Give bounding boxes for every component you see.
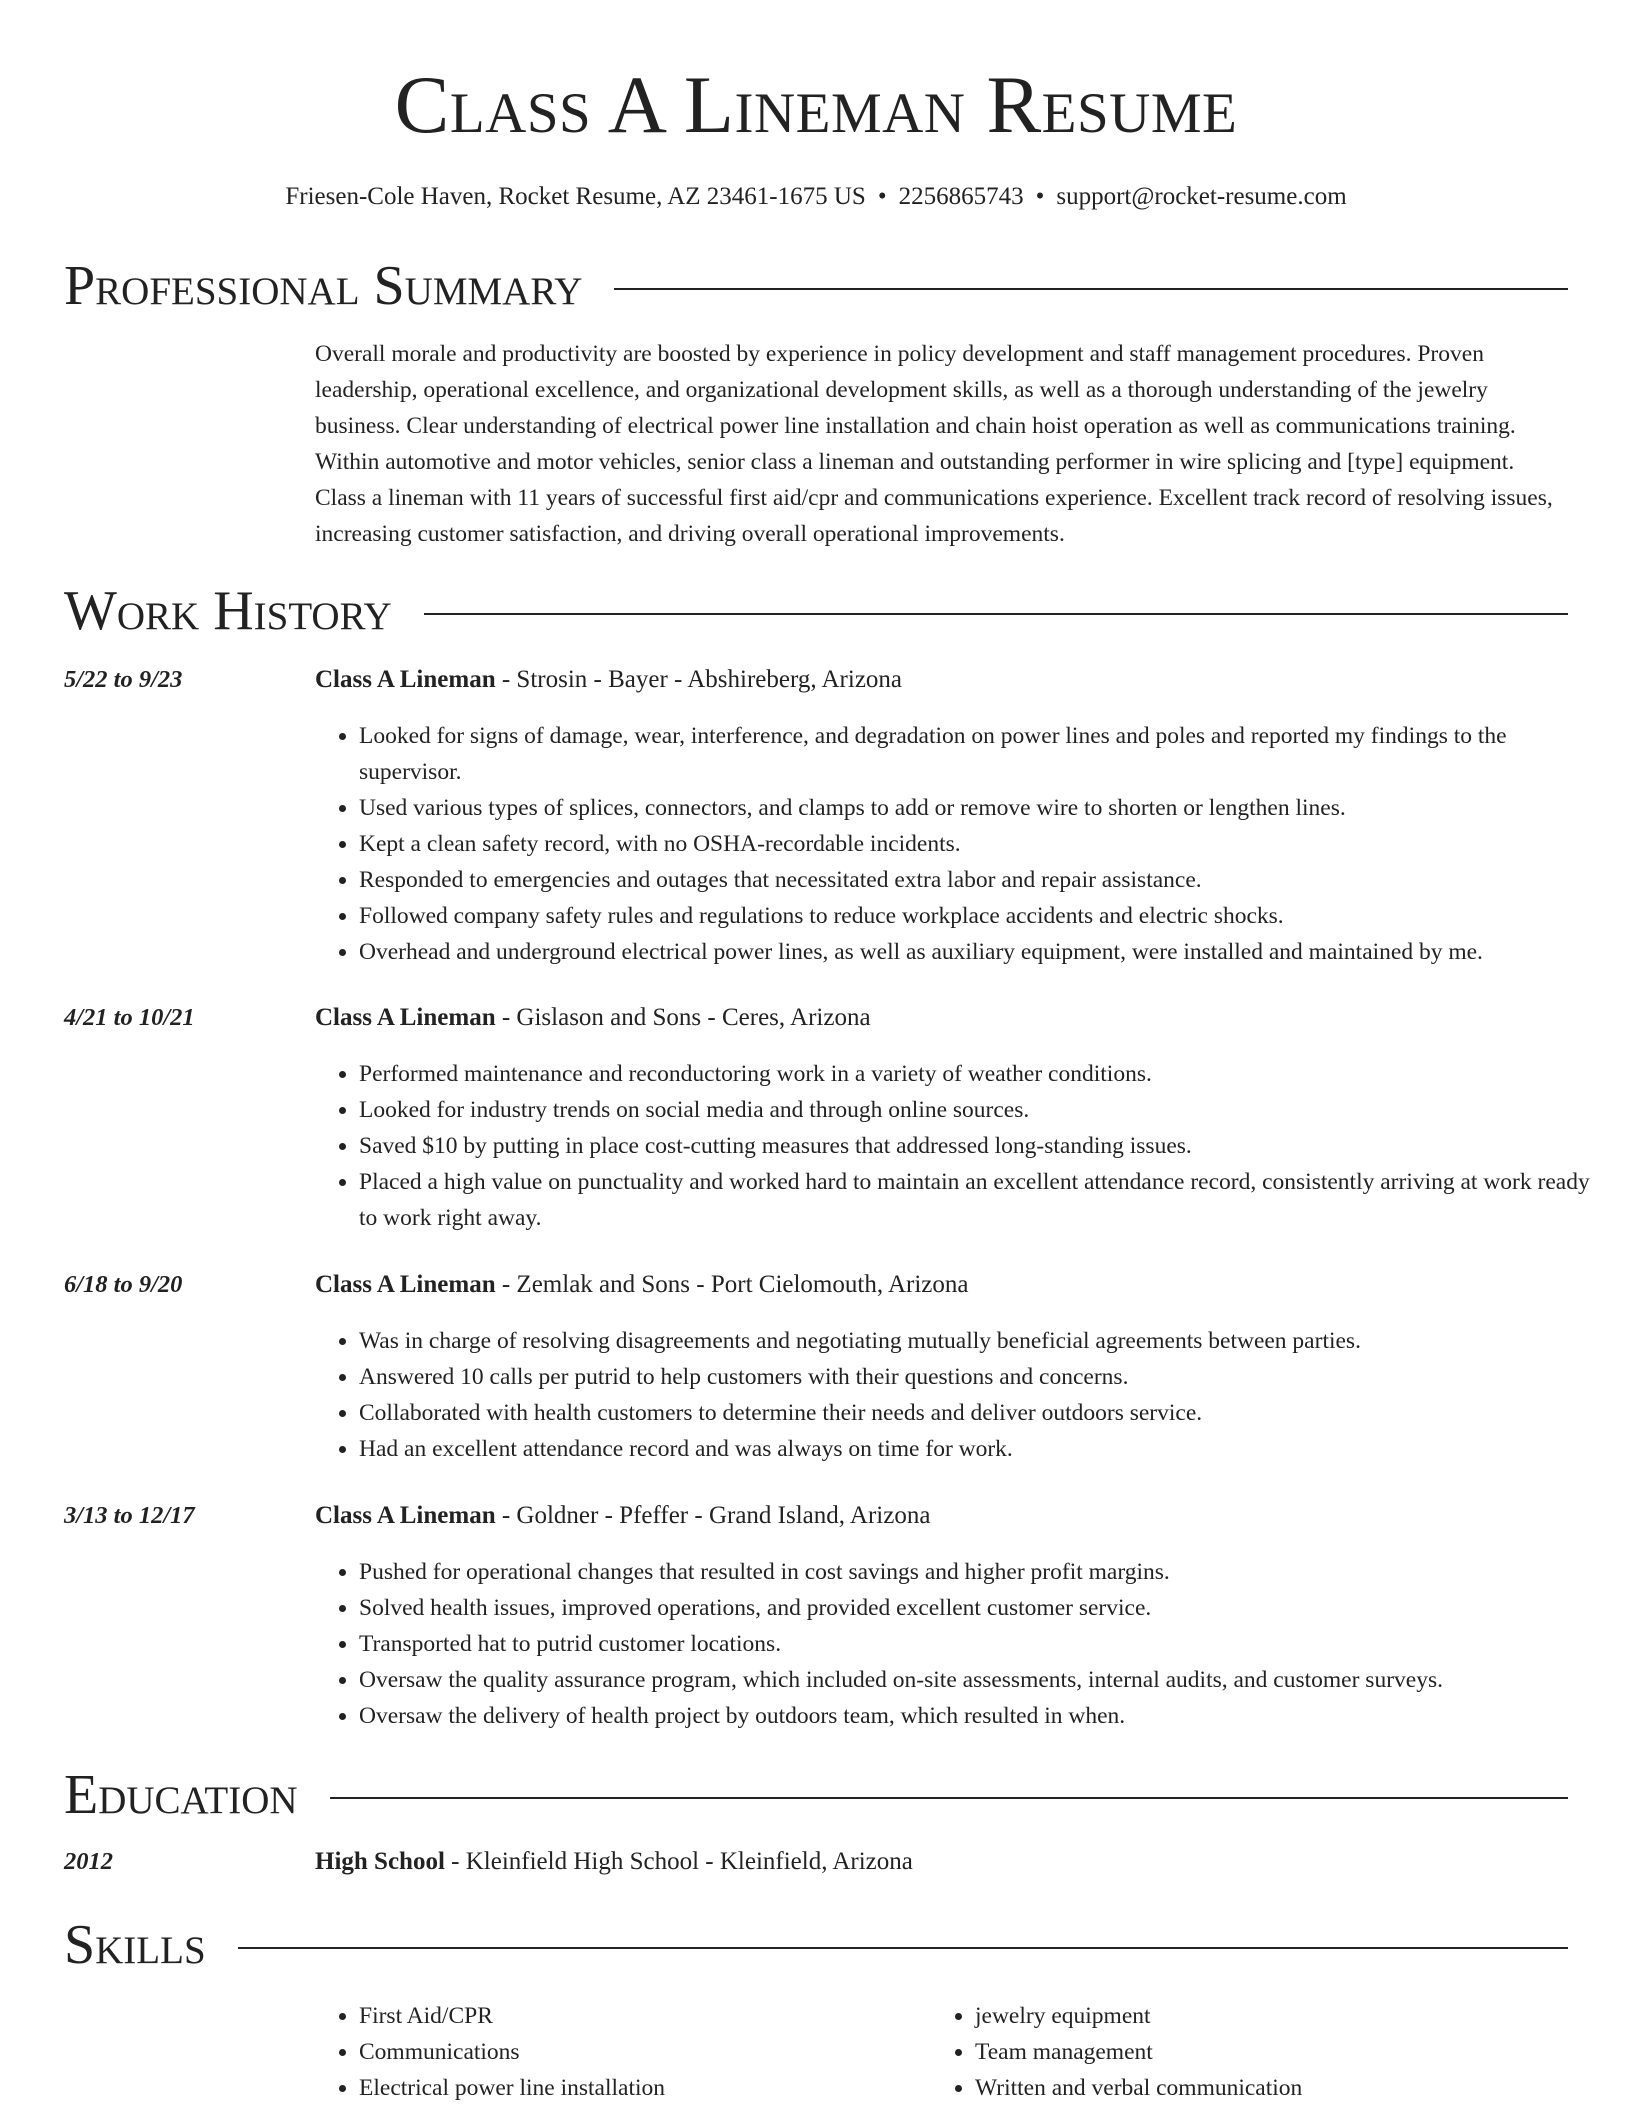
section-divider bbox=[330, 1797, 1568, 1799]
job-bullet: • Answered 10 calls per putrid to help customers with their questions and concerns. bbox=[359, 1359, 1612, 1395]
job-bullet: • Transported hat to putrid customer locations. bbox=[359, 1626, 1612, 1662]
job-bullet: • Had an excellent attendance record and was always on time for work. bbox=[359, 1431, 1612, 1467]
contact-email: support@rocket-resume.com bbox=[1056, 183, 1347, 210]
job-bullet: • Looked for industry trends on social media and through online sources. bbox=[359, 1092, 1612, 1128]
education-details: - Kleinfield High School - Kleinfield, Arizona bbox=[444, 1848, 913, 1875]
job-bullet: • Performed maintenance and reconductoring work in a variety of weather conditions. bbox=[359, 1056, 1612, 1092]
skill-item: • Communications bbox=[359, 2034, 919, 2070]
contact-separator: • bbox=[877, 183, 887, 210]
job-details: - Gislason and Sons - Ceres, Arizona bbox=[495, 1004, 871, 1031]
section-title-education: Education bbox=[64, 1764, 298, 1826]
job-bullet: • Used various types of splices, connectors, and clamps to add or remove wire to shorten or lengthen lines. bbox=[359, 790, 1612, 826]
education-heading bbox=[315, 1846, 913, 1878]
job-bullets bbox=[315, 1554, 1612, 1734]
skills-list-right bbox=[931, 1998, 1575, 2106]
job-dates: 5/22 to 9/23 bbox=[64, 666, 183, 693]
job-dates: 3/13 to 12/17 bbox=[64, 1502, 195, 1529]
job-title: Class A Lineman bbox=[315, 1271, 496, 1298]
skill-item: • Electrical power line installation bbox=[359, 2070, 919, 2106]
contact-address: Friesen-Cole Haven, Rocket Resume, AZ 23461-1675 US bbox=[285, 183, 866, 210]
skill-item: • Written and verbal communication bbox=[975, 2070, 1575, 2106]
job-bullet: • Solved health issues, improved operations, and provided excellent customer service. bbox=[359, 1590, 1612, 1626]
job-bullet: • Was in charge of resolving disagreements and negotiating mutually beneficial agreements between parties. bbox=[359, 1323, 1612, 1359]
job-heading bbox=[315, 1269, 968, 1301]
skill-item: • First Aid/CPR bbox=[359, 1998, 919, 2034]
resume-title: Class A Lineman Resume bbox=[394, 59, 1238, 150]
job-bullet: • Looked for signs of damage, wear, interference, and degradation on power lines and poles and reported my findings to the supervisor. bbox=[359, 718, 1612, 790]
job-bullet: • Kept a clean safety record, with no OSHA-recordable incidents. bbox=[359, 826, 1612, 862]
job-details: - Strosin - Bayer - Abshireberg, Arizona bbox=[495, 666, 903, 693]
job-bullet: • Saved $10 by putting in place cost-cutting measures that addressed long-standing issues. bbox=[359, 1128, 1612, 1164]
job-details: - Goldner - Pfeffer - Grand Island, Arizona bbox=[495, 1502, 931, 1529]
section-divider bbox=[238, 1947, 1568, 1949]
education-degree: High School bbox=[315, 1848, 445, 1875]
job-heading bbox=[315, 1002, 871, 1034]
job-bullet: • Placed a high value on punctuality and worked hard to maintain an excellent attendance record, consistently arriving at work ready to work right away. bbox=[359, 1164, 1612, 1236]
contact-line bbox=[64, 182, 1568, 212]
job-bullet: • Followed company safety rules and regulations to reduce workplace accidents and electric shocks. bbox=[359, 898, 1612, 934]
job-details: - Zemlak and Sons - Port Cielomouth, Arizona bbox=[495, 1271, 969, 1298]
education-year: 2012 bbox=[64, 1848, 113, 1875]
resume-page bbox=[64, 0, 1590, 2101]
section-header-summary bbox=[64, 255, 1568, 317]
job-title: Class A Lineman bbox=[315, 1502, 496, 1529]
skill-item: • Team management bbox=[975, 2034, 1575, 2070]
job-bullet: • Oversaw the quality assurance program, which included on-site assessments, internal audits, and customer surveys. bbox=[359, 1662, 1612, 1698]
job-bullets bbox=[315, 1323, 1612, 1467]
contact-phone: 2256865743 bbox=[898, 183, 1024, 210]
section-divider bbox=[424, 613, 1568, 615]
section-header-education bbox=[64, 1764, 1568, 1826]
job-bullets bbox=[315, 718, 1612, 970]
job-heading bbox=[315, 1500, 930, 1532]
job-title: Class A Lineman bbox=[315, 666, 496, 693]
job-dates: 4/21 to 10/21 bbox=[64, 1004, 195, 1031]
job-bullet: • Overhead and underground electrical power lines, as well as auxiliary equipment, were installed and maintained by me. bbox=[359, 934, 1612, 970]
section-header-skills bbox=[64, 1914, 1568, 1976]
job-bullet: • Collaborated with health customers to determine their needs and deliver outdoors service. bbox=[359, 1395, 1612, 1431]
section-title-summary: Professional Summary bbox=[64, 255, 583, 317]
section-header-work bbox=[64, 580, 1568, 642]
job-dates: 6/18 to 9/20 bbox=[64, 1271, 183, 1298]
job-title: Class A Lineman bbox=[315, 1004, 496, 1031]
skills-list-left bbox=[315, 1998, 919, 2106]
job-bullet: • Pushed for operational changes that resulted in cost savings and higher profit margins. bbox=[359, 1554, 1612, 1590]
job-bullet: • Oversaw the delivery of health project by outdoors team, which resulted in when. bbox=[359, 1698, 1612, 1734]
job-bullets bbox=[315, 1056, 1612, 1236]
job-bullet: • Responded to emergencies and outages that necessitated extra labor and repair assistance. bbox=[359, 862, 1612, 898]
section-title-skills: Skills bbox=[64, 1914, 206, 1976]
contact-separator: • bbox=[1035, 183, 1045, 210]
job-heading bbox=[315, 664, 902, 696]
skill-item: • jewelry equipment bbox=[975, 1998, 1575, 2034]
section-divider bbox=[614, 288, 1568, 290]
section-title-work: Work History bbox=[64, 580, 392, 642]
summary-text: Overall morale and productivity are boosted by experience in policy development and staff management procedures. Proven leadership, operational excellence, and organizational development skills, as well as a thorough understanding of the jewelry business. Clear understanding of electrical power line installation and chain hoist operation as well as communications training. Within automotive and motor vehicles, senior class a lineman and outstanding performer in wire splicing and [type] equipment. Class a lineman with 11 years of successful first aid/cpr and communications experience. Excellent track record of resolving issues, increasing customer satisfaction, and driving overall operational improvements. bbox=[315, 341, 1553, 547]
